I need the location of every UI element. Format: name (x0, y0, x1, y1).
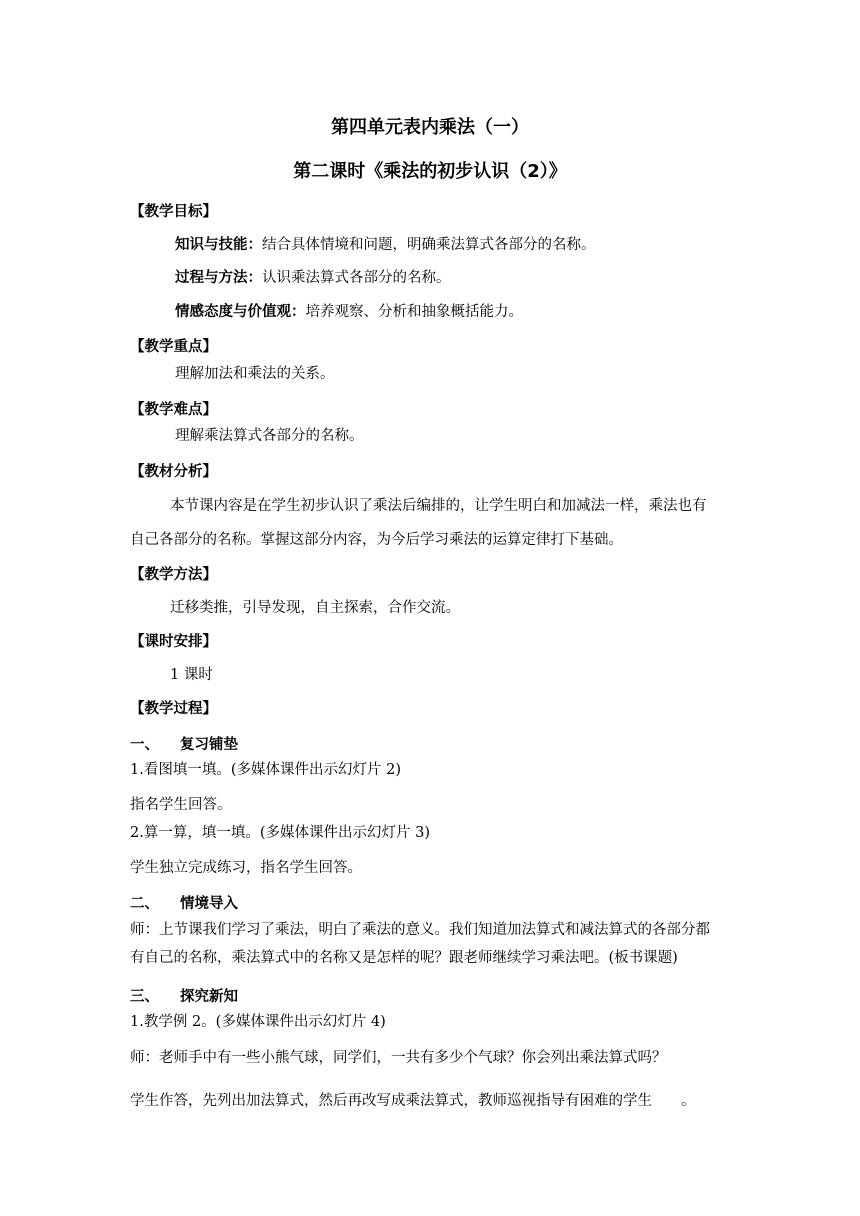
analysis-line-2: 自己各部分的名称。掌握这部分内容，为今后学习乘法的运算定律打下基础。 (130, 532, 623, 548)
goal-process-text: 认识乘法算式各部分的名称。 (262, 270, 451, 286)
document-title: 第四单元表内乘法（一） (331, 117, 529, 138)
part2-heading (130, 894, 238, 914)
part1-line-1: 1.看图填一填。(多媒体课件出示幻灯片 2) (130, 762, 401, 778)
goal-knowledge-label: 知识与技能： (175, 237, 262, 253)
goal-attitude-label: 情感态度与价值观： (175, 304, 306, 320)
process-heading: 【教学过程】 (130, 701, 217, 717)
document-subtitle: 第二课时《乘法的初步认识（2）》 (293, 161, 567, 182)
part3-line-3: 学生作答，先列出加法算式，然后再改写成乘法算式，教师巡视指导有困难的学生 。 (130, 1093, 696, 1109)
goal-attitude-text: 培养观察、分析和抽象概括能力。 (305, 304, 523, 320)
goal-knowledge (175, 235, 596, 255)
part3-line-1: 1.教学例 2。(多媒体课件出示幻灯片 4) (130, 1014, 386, 1030)
part3-title: 探究新知 (180, 989, 238, 1005)
part1-line-3: 2.算一算，填一填。(多媒体课件出示幻灯片 3) (130, 825, 430, 841)
part1-number: 一、 (130, 737, 159, 753)
analysis-heading: 【教材分析】 (130, 464, 217, 480)
goal-knowledge-text: 结合具体情境和问题，明确乘法算式各部分的名称。 (262, 237, 596, 253)
part2-title: 情境导入 (180, 896, 238, 912)
goal-attitude (175, 302, 523, 322)
part1-line-2: 指名学生回答。 (130, 797, 232, 813)
part3-heading (130, 987, 238, 1007)
methods-text: 迁移类推，引导发现，自主探索，合作交流。 (170, 600, 460, 616)
part3-line-2: 师：老师手中有一些小熊气球，同学们，一共有多少个气球？你会列出乘法算式吗？ (130, 1050, 667, 1066)
part1-line-4: 学生独立完成练习，指名学生回答。 (130, 860, 362, 876)
difficulties-text: 理解乘法算式各部分的名称。 (175, 428, 364, 444)
part2-line-2: 有自己的名称，乘法算式中的名称又是怎样的呢？跟老师继续学习乘法吧。(板书课题) (130, 950, 678, 966)
methods-heading: 【教学方法】 (130, 567, 217, 583)
goals-heading: 【教学目标】 (130, 204, 217, 220)
part1-title: 复习铺垫 (180, 737, 238, 753)
part2-line-1: 师：上节课我们学习了乘法，明白了乘法的意义。我们知道加法算式和减法算式的各部分都 (130, 922, 710, 938)
key-points-heading: 【教学重点】 (130, 339, 217, 355)
analysis-line-1: 本节课内容是在学生初步认识了乘法后编排的，让学生明白和加减法一样，乘法也有 (170, 498, 707, 514)
schedule-text: 1 课时 (170, 667, 213, 683)
key-points-text: 理解加法和乘法的关系。 (175, 366, 335, 382)
goal-process (175, 268, 451, 288)
schedule-heading: 【课时安排】 (130, 634, 217, 650)
part3-number: 三、 (130, 989, 159, 1005)
part1-heading (130, 735, 238, 755)
difficulties-heading: 【教学难点】 (130, 402, 217, 418)
part2-number: 二、 (130, 896, 159, 912)
goal-process-label: 过程与方法： (175, 270, 262, 286)
